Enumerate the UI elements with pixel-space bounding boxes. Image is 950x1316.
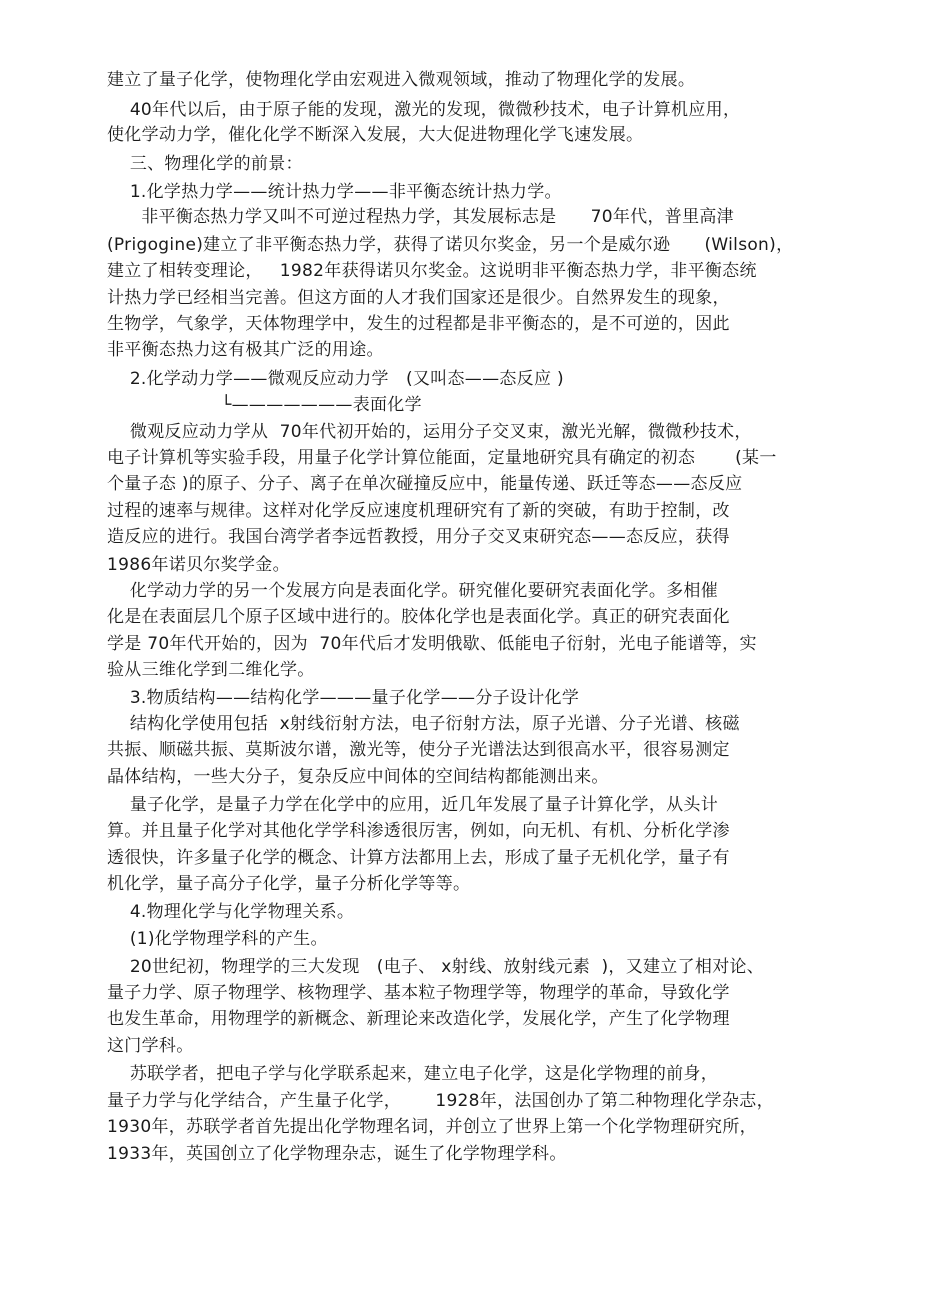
text-line-13: └———————表面化学 xyxy=(107,395,422,415)
text-line-19: 1986年诺贝尔奖学金。 xyxy=(107,555,290,575)
text-line-34: 20世纪初，物理学的三大发现 (电子、 x射线、放射线元素 )，又建立了相对论、 xyxy=(107,957,765,977)
text-line-37: 这门学科。 xyxy=(107,1036,194,1056)
text-line-35: 量子力学、原子物理学、核物理学、基本粒子物理学等，物理学的革命，导致化学 xyxy=(107,983,730,1003)
text-line-27: 晶体结构，一些大分子，复杂反应中间体的空间结构都能测出来。 xyxy=(107,767,609,787)
text-line-16: 个量子态 )的原子、分子、离子在单次碰撞反应中，能量传递、跃迁等态——态反应 xyxy=(107,474,743,494)
text-line-25: 结构化学使用包括 x射线衍射方法，电子衍射方法，原子光谱、分子光谱、核磁 xyxy=(107,714,740,734)
text-line-7: (Prigogine)建立了非平衡态热力学，获得了诺贝尔奖金，另一个是威尔逊 (Wilson)， xyxy=(107,235,794,255)
text-line-18: 造反应的进行。我国台湾学者李远哲教授，用分子交叉束研究态——态反应，获得 xyxy=(107,527,730,547)
text-line-4: 三、物理化学的前景： xyxy=(107,154,303,174)
text-line-1: 建立了量子化学，使物理化学由宏观进入微观领域，推动了物理化学的发展。 xyxy=(107,70,696,90)
text-line-36: 也发生革命，用物理学的新概念、新理论来改造化学，发展化学，产生了化学物理 xyxy=(107,1009,730,1029)
text-line-28: 量子化学，是量子力学在化学中的应用，近几年发展了量子计算化学，从头计 xyxy=(107,795,719,815)
text-line-22: 学是 70年代开始的，因为 70年代后才发明俄歇、低能电子衍射，光电子能谱等，实 xyxy=(107,634,757,654)
text-line-6: 非平衡态热力学又叫不可逆过程热力学，其发展标志是 70年代，普里高津 xyxy=(107,207,734,227)
text-line-20: 化学动力学的另一个发展方向是表面化学。研究催化要研究表面化学。多相催 xyxy=(107,581,719,601)
text-line-23: 验从三维化学到二维化学。 xyxy=(107,660,315,680)
text-line-32: 4.物理化学与化学物理关系。 xyxy=(107,902,355,922)
text-line-17: 过程的速率与规律。这样对化学反应速度机理研究有了新的突破，有助于控制，改 xyxy=(107,501,730,521)
text-line-9: 计热力学已经相当完善。但这方面的人才我们国家还是很少。自然界发生的现象， xyxy=(107,288,730,308)
text-line-21: 化是在表面层几个原子区域中进行的。胶体化学也是表面化学。真正的研究表面化 xyxy=(107,607,730,627)
text-line-10: 生物学，气象学，天体物理学中，发生的过程都是非平衡态的，是不可逆的，因此 xyxy=(107,314,730,334)
text-line-33: (1)化学物理学科的产生。 xyxy=(107,929,328,949)
text-line-3: 使化学动力学，催化化学不断深入发展，大大促进物理化学飞速发展。 xyxy=(107,125,644,145)
text-line-41: 1933年，英国创立了化学物理杂志，诞生了化学物理学科。 xyxy=(107,1144,567,1164)
text-line-8: 建立了相转变理论， 1982年获得诺贝尔奖金。这说明非平衡态热力学，非平衡态统 xyxy=(107,261,757,281)
text-line-29: 算。并且量子化学对其他化学学科渗透很厉害，例如，向无机、有机、分析化学渗 xyxy=(107,821,730,841)
text-line-26: 共振、顺磁共振、莫斯波尔谱，激光等，使分子光谱法达到很高水平，很容易测定 xyxy=(107,740,730,760)
text-line-14: 微观反应动力学从 70年代初开始的，运用分子交叉束，激光光解，微微秒技术， xyxy=(107,422,752,442)
text-line-30: 透很快，许多量子化学的概念、计算方法都用上去，形成了量子无机化学，量子有 xyxy=(107,848,730,868)
text-line-11: 非平衡态热力这有极其广泛的用途。 xyxy=(107,340,384,360)
text-line-38: 苏联学者，把电子学与化学联系起来，建立电子化学，这是化学物理的前身， xyxy=(107,1064,719,1084)
text-line-2: 40年代以后，由于原子能的发现，激光的发现，微微秒技术，电子计算机应用， xyxy=(107,100,741,120)
text-line-39: 量子力学与化学结合，产生量子化学， 1928年，法国创办了第二种物理化学杂志， xyxy=(107,1091,774,1111)
text-line-31: 机化学，量子高分子化学，量子分析化学等等。 xyxy=(107,874,471,894)
text-line-24: 3.物质结构——结构化学———量子化学——分子设计化学 xyxy=(107,688,580,708)
text-line-15: 电子计算机等实验手段，用量子化学计算位能面，定量地研究具有确定的初态 (某一 xyxy=(107,448,777,468)
text-line-40: 1930年，苏联学者首先提出化学物理名词，并创立了世界上第一个化学物理研究所， xyxy=(107,1117,757,1137)
text-line-5: 1.化学热力学——统计热力学——非平衡态统计热力学。 xyxy=(107,182,562,202)
text-line-12: 2.化学动力学——微观反应动力学 (又叫态——态反应 ) xyxy=(107,369,564,389)
